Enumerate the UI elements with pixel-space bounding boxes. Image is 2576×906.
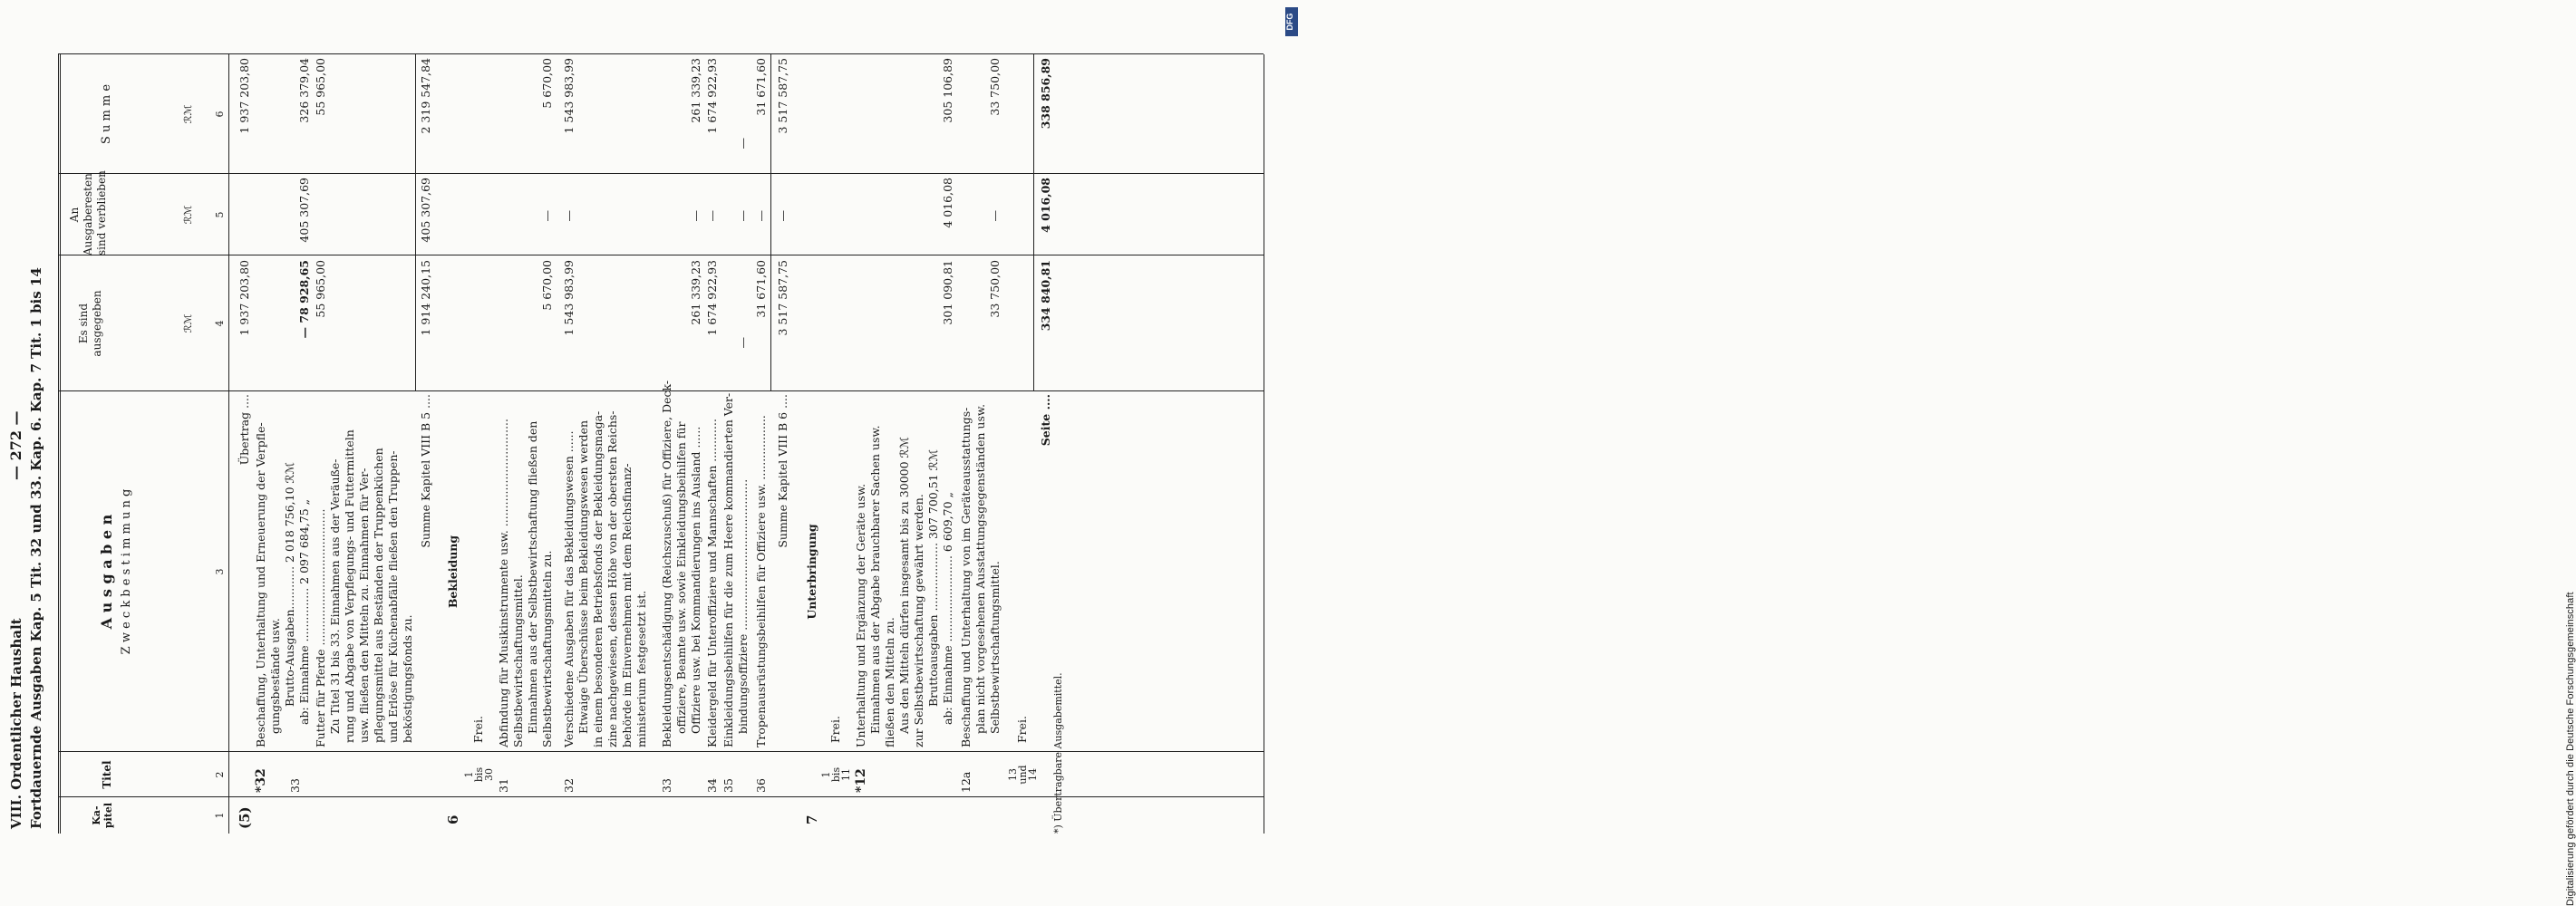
summe-6-v5: — bbox=[776, 210, 789, 222]
t12-brutto: Bruttoausgaben ................... 307 700,51 ℛℳ bbox=[926, 449, 940, 707]
t32-6-text-3: in einem besonderen Betriebsfonds der Bekleidungsmaga- bbox=[591, 410, 605, 747]
t31-v6: 5 670,00 bbox=[540, 58, 554, 109]
summe-6-v6: 3 517 587,75 bbox=[776, 58, 789, 134]
uebertrag-v4: 1 937 203,80 bbox=[237, 260, 251, 336]
col-titel: Titel bbox=[101, 760, 113, 789]
t31-text-3: Einnahmen aus der Selbstbewirtschaftung fließen den bbox=[526, 420, 539, 734]
t12-text-2: Einnahmen aus der Abgabe brauchbarer Sachen usw. bbox=[868, 425, 882, 734]
v33-6: 326 379,04 bbox=[297, 58, 311, 123]
titel-35: 35 bbox=[721, 778, 735, 793]
t36-text: Tropenausrüstungsbeihilfen für Offiziere usw. .................. bbox=[754, 415, 768, 747]
t33-6-text-1: Bekleidungsentschädigung (Reichszuschuß) für Offiziere, Deck- bbox=[660, 380, 673, 747]
t33-6-v5: — bbox=[689, 210, 702, 222]
summe-5-v5: 405 307,69 bbox=[419, 178, 432, 243]
kapitel-7: 7 bbox=[804, 814, 820, 824]
rule bbox=[770, 54, 771, 391]
col-num-6: 6 bbox=[214, 111, 226, 118]
t32-text-1: Beschaffung, Unterhaltung und Erneuerung der Verpfle- bbox=[254, 422, 267, 747]
col-zweck: Z w e c k b e s t i m m u n g bbox=[120, 488, 133, 655]
rule bbox=[415, 54, 416, 391]
t32-6-v4: 1 543 983,99 bbox=[562, 260, 576, 336]
frei-1-11: Frei. bbox=[828, 715, 842, 743]
t35-text-1: Einkleidungsbeihilfen für die zum Heere kommandierten Ver- bbox=[721, 392, 735, 747]
t35-text-2: bindungsoffiziere .......................................... bbox=[736, 478, 750, 734]
titel-34: 34 bbox=[705, 778, 719, 793]
seite-v6: 338 856,89 bbox=[1039, 58, 1052, 130]
frei-13-14-tit: 13 und 14 bbox=[1007, 765, 1039, 785]
summe-5-v4: 1 914 240,15 bbox=[419, 260, 432, 336]
titel-36: 36 bbox=[754, 778, 768, 793]
t32-6-text-6: ministerium festgesetzt ist. bbox=[634, 590, 648, 747]
col-num-2: 2 bbox=[214, 771, 226, 778]
titel-12a: 12a bbox=[959, 771, 973, 793]
t31-text-4: Selbstbewirtschaftungsmitteln zu. bbox=[540, 550, 554, 747]
t32-6-text-5: behörde im Einvernehmen mit dem Reichsfinanz- bbox=[620, 463, 634, 747]
uebertrag-v6: 1 937 203,80 bbox=[237, 58, 251, 134]
t36-v5: — bbox=[754, 210, 768, 222]
t12-v6: 305 106,89 bbox=[941, 58, 954, 123]
titel-12: *12 bbox=[854, 768, 868, 793]
titel-31: 31 bbox=[497, 778, 510, 793]
futter: Futter für Pferde ...................................... bbox=[314, 508, 327, 747]
t12a-v5: — bbox=[988, 210, 1002, 222]
header-left-1: VIII. Ordentlicher Haushalt bbox=[8, 618, 24, 829]
t32-6-text-1: Verschiedene Ausgaben für das Bekleidungswesen ...... bbox=[562, 430, 576, 747]
futter-6: und Erlöse für Küchenabfälle fließen den Truppen- bbox=[386, 450, 400, 743]
t32-6-v6: 1 543 983,99 bbox=[562, 58, 576, 134]
col-num-5: 5 bbox=[214, 211, 226, 218]
t12-text-5: zur Selbstbewirtschaftung gewährt werden. bbox=[912, 494, 925, 747]
t32-6-v5: — bbox=[562, 210, 576, 222]
t34-text: Kleidergeld für Unteroffiziere und Mannschaften ............ bbox=[705, 419, 719, 747]
summe-5: Summe Kapitel VIII B 5 .... bbox=[419, 394, 432, 548]
futter-7: beköstigungsfonds zu. bbox=[401, 614, 414, 743]
col-num-4: 4 bbox=[214, 320, 226, 327]
titel-32-6: 32 bbox=[562, 778, 576, 793]
t32-6-text-2: Etwaige Überschüsse beim Bekleidungswesen werden bbox=[576, 419, 590, 734]
einnahme: ab: Einnahme ............... 2 097 684,75 „ bbox=[297, 498, 311, 725]
futter-5: pflegungsmittel aus Beständen der Truppenküchen bbox=[372, 448, 385, 743]
unit-6: ℛℳ bbox=[182, 104, 194, 124]
col-ausgegeben: Es sind ausgegeben bbox=[77, 290, 103, 357]
seite-v4: 334 840,81 bbox=[1039, 260, 1052, 332]
rule bbox=[58, 54, 59, 834]
bekleidung-title: Bekleidung bbox=[446, 535, 460, 609]
credit-text: Digitalisierung gefördert durch die Deutsche Forschungsgemeinschaft bbox=[2565, 592, 2576, 906]
dfg-logo bbox=[1285, 7, 1298, 36]
titel-32: *32 bbox=[254, 768, 268, 793]
digitization-credit bbox=[1282, 0, 2576, 906]
t35-v5: — bbox=[736, 210, 750, 222]
t12-text-1: Unterhaltung und Ergänzung der Geräte usw. bbox=[854, 483, 867, 747]
t12a-text-1: Beschaffung und Unterhaltung von im Geräteausstattungs- bbox=[959, 407, 973, 747]
titel-33a: 33 bbox=[288, 778, 302, 793]
summe-6: Summe Kapitel VIII B 6 .... bbox=[776, 394, 789, 548]
futter-v6: 55 965,00 bbox=[314, 58, 327, 116]
t31-v4: 5 670,00 bbox=[540, 260, 554, 311]
v33-5: 405 307,69 bbox=[297, 178, 311, 243]
col-ausgaben: A u s g a b e n bbox=[98, 514, 115, 630]
t36-v6: 31 671,60 bbox=[754, 58, 768, 116]
futter-4: usw. fließen den Mitteln zu. Einnahmen für Ver- bbox=[357, 467, 371, 743]
t31-text-2: Selbstbewirtschaftungsmittel. bbox=[511, 574, 525, 747]
t33-6-text-2: offiziere, Beamte usw. sowie Einkleidungsbeihilfen für bbox=[674, 421, 688, 734]
col-rule bbox=[58, 53, 1264, 54]
summe-6-v4: 3 517 587,75 bbox=[776, 260, 789, 336]
futter-3: rung und Abgabe von Verpflegungs- und Futtermitteln bbox=[343, 429, 356, 743]
t12a-text-3: Selbstbewirtschaftungsmittel. bbox=[988, 561, 1002, 734]
t12-v5: 4 016,08 bbox=[941, 178, 954, 228]
t32-text-2: gungsbestände usw. bbox=[268, 618, 282, 734]
t35-v4: — bbox=[736, 337, 750, 349]
futter-v4: 55 965,00 bbox=[314, 260, 327, 318]
t33-6-v6: 261 339,23 bbox=[689, 58, 702, 123]
col-ausgabereste: An Ausgaberesten sind verblieben bbox=[68, 170, 108, 255]
t34-v6: 1 674 922,93 bbox=[705, 58, 719, 134]
seite-v5: 4 016,08 bbox=[1039, 178, 1052, 233]
kapitel-5: (5) bbox=[237, 806, 253, 829]
header-left-2: Fortdauernde Ausgaben Kap. 5 Tit. 32 und 33. Kap. 6. Kap. 7 Tit. 1 bis 14 bbox=[28, 267, 44, 829]
t35-v6: — bbox=[736, 138, 750, 149]
brutto-ausgaben: Brutto-Ausgaben............ 2 018 756,10 ℛℳ bbox=[283, 462, 296, 707]
unit-5: ℛℳ bbox=[182, 205, 194, 225]
summe-5-v6: 2 319 547,84 bbox=[419, 58, 432, 134]
unit-4: ℛℳ bbox=[182, 313, 194, 333]
col-summe: S u m m e bbox=[100, 83, 113, 145]
t12a-v6: 33 750,00 bbox=[988, 58, 1002, 116]
futter-2: Zu Titel 31 bis 33. Einnahmen aus der Veräuße- bbox=[328, 458, 342, 734]
footnote: *) Übertragbare Ausgabemittel. bbox=[1052, 672, 1064, 834]
col-kapitel: Ka- pitel bbox=[91, 802, 114, 829]
dfg-logo-text: DFG bbox=[1285, 13, 1294, 31]
rotated-page bbox=[0, 18, 1278, 870]
t36-v4: 31 671,60 bbox=[754, 260, 768, 318]
uebertrag: Übertrag .... bbox=[237, 394, 251, 466]
frei-1-11-tit: 1 bis 11 bbox=[820, 766, 852, 783]
col-num-1: 1 bbox=[214, 812, 226, 819]
frei-13-14: Frei. bbox=[1015, 715, 1029, 743]
t34-v4: 1 674 922,93 bbox=[705, 260, 719, 336]
t12-einnahme: ab: Einnahme ........................ 6 609,70 „ bbox=[941, 491, 954, 725]
rule bbox=[60, 54, 61, 834]
t12-text-3: fließen den Mitteln zu. bbox=[883, 617, 896, 747]
t32-6-text-4: zine nachgewiesen, dessen Höhe von der obersten Reichs- bbox=[605, 410, 619, 747]
t33-6-v4: 261 339,23 bbox=[689, 260, 702, 325]
seite: Seite .... bbox=[1039, 394, 1052, 447]
frei-1-30: Frei. bbox=[471, 715, 485, 743]
t12a-text-2: plan nicht vorgesehenen Ausstattungsgegenständen usw. bbox=[973, 403, 987, 734]
rule bbox=[228, 54, 229, 834]
t31-text-1: Abfindung für Musikinstrumente usw. .............................. bbox=[497, 419, 510, 747]
t12-text-4: Aus den Mitteln dürfen insgesamt bis zu 30000 ℛℳ bbox=[897, 437, 911, 734]
t34-v5: — bbox=[705, 210, 719, 222]
rule bbox=[1033, 54, 1034, 391]
t31-v5: — bbox=[540, 210, 554, 222]
t12-v4: 301 090,81 bbox=[941, 260, 954, 325]
page-number: — 272 — bbox=[7, 410, 24, 480]
frei-1-30-tit: 1 bis 30 bbox=[463, 766, 495, 783]
v33-4: — 78 928,65 bbox=[297, 260, 311, 339]
col-rule bbox=[58, 796, 1264, 797]
t12a-v4: 33 750,00 bbox=[988, 260, 1002, 318]
unterbringung-title: Unterbringung bbox=[805, 524, 818, 620]
titel-33-6: 33 bbox=[660, 778, 673, 793]
col-num-3: 3 bbox=[214, 568, 226, 575]
t33-6-text-3: Offiziere usw. bei Kommandierungen ins Ausland ...... bbox=[689, 426, 702, 734]
kapitel-6: 6 bbox=[445, 814, 461, 824]
